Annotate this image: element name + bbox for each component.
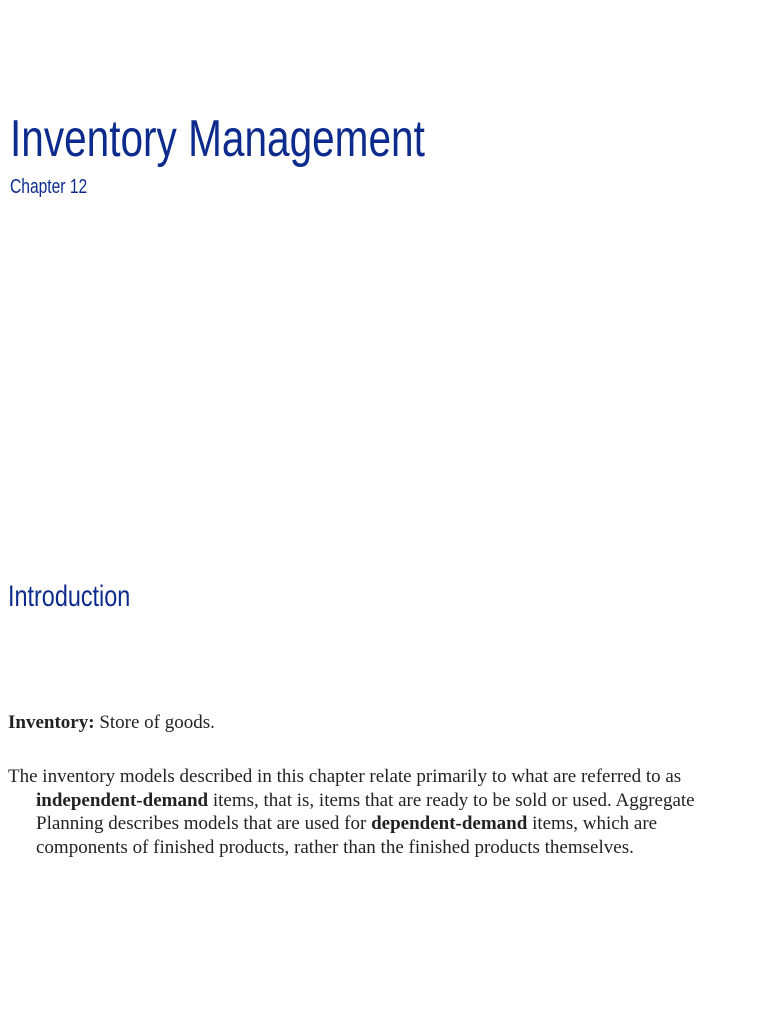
intro-paragraph: [8, 765, 738, 859]
paragraph-line-3-end: items, which are: [527, 813, 658, 834]
paragraph-line-3-start: Planning describes models that are used for: [36, 813, 372, 834]
independent-demand-term: independent-demand: [36, 789, 209, 811]
page-title: Inventory Management: [10, 110, 425, 168]
dependent-demand-term: dependent-demand: [371, 813, 528, 834]
paragraph-line-2: items, that is, items that are ready to be sold or used. Aggregate: [208, 789, 695, 811]
chapter-subtitle: Chapter 12: [10, 176, 88, 198]
paragraph-line-1: The inventory models described in this chapter relate primarily to what are referred to as: [8, 766, 682, 787]
section-heading: Introduction: [8, 580, 131, 613]
inventory-definition: [8, 711, 215, 735]
definition-text: Store of goods.: [94, 712, 215, 733]
paragraph-line-4: components of finished products, rather than the finished products themselves.: [36, 836, 634, 858]
paragraph-indented-block: [8, 789, 738, 860]
definition-term: Inventory:: [8, 712, 95, 733]
